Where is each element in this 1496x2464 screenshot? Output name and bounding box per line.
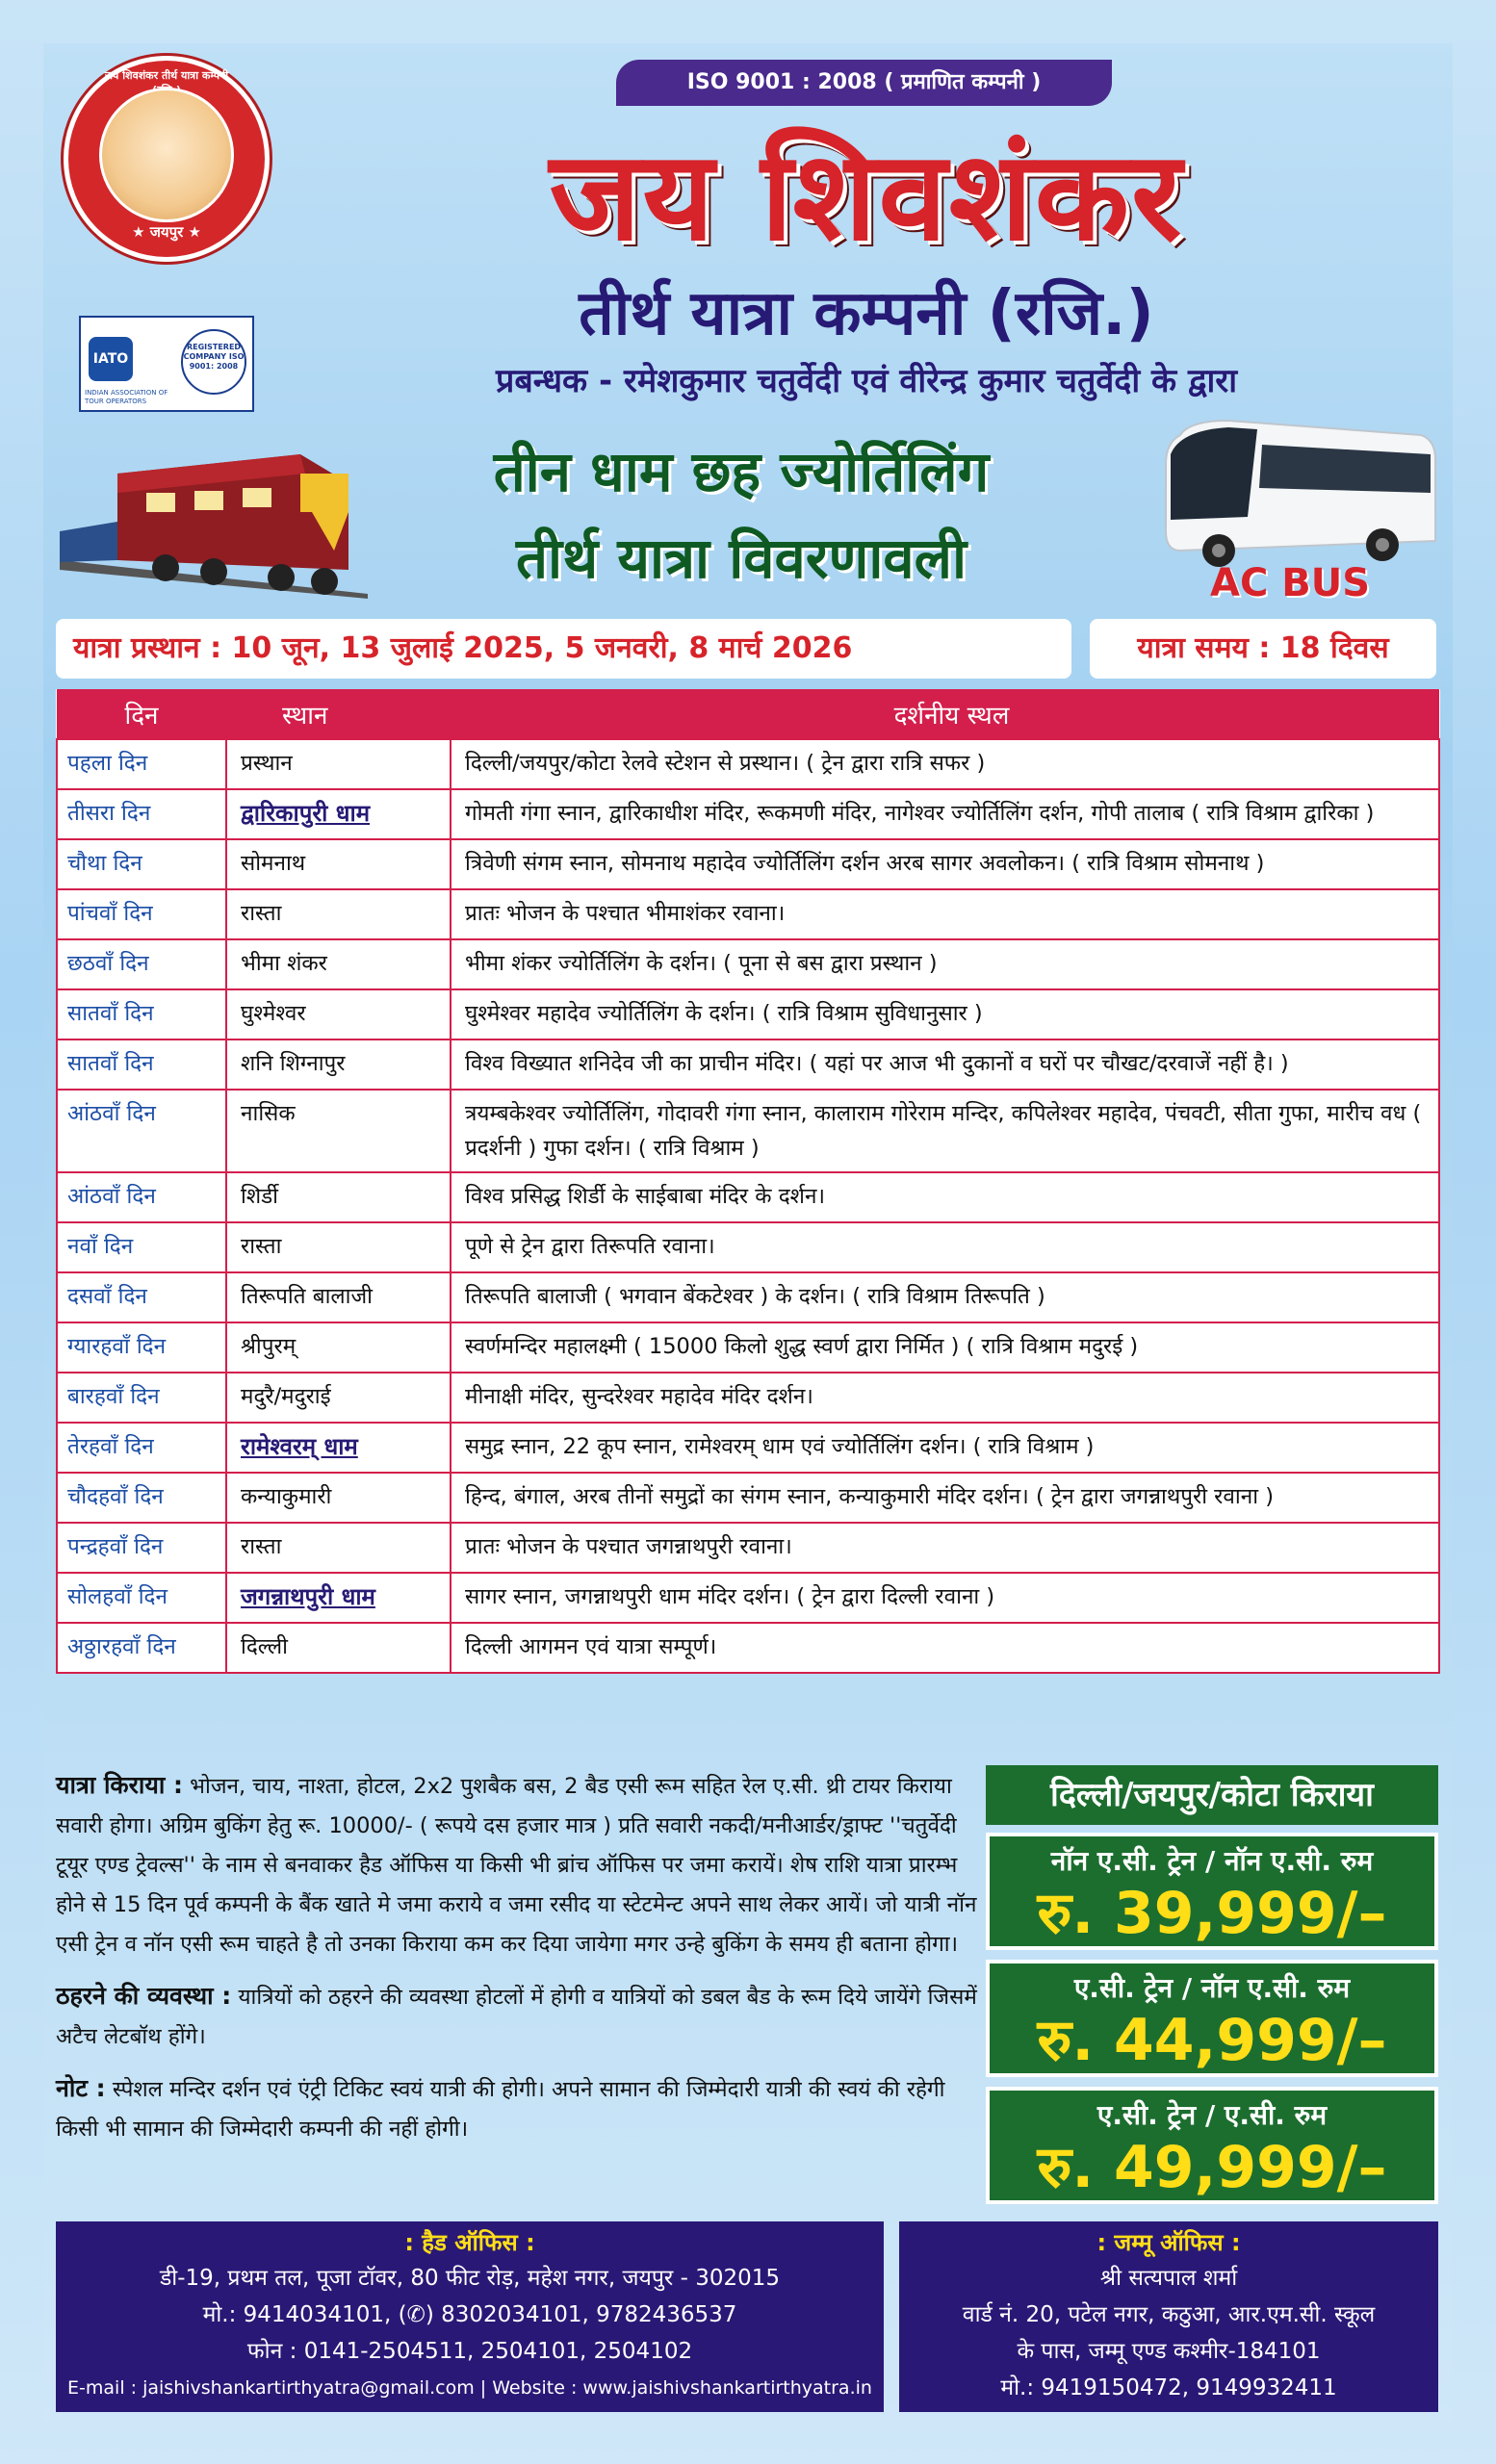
bus-icon [1151, 416, 1438, 579]
departure-dates: यात्रा प्रस्थान : 10 जून, 13 जुलाई 2025, 5 जनवरी, 8 मार्च 2026 [56, 619, 1071, 679]
head-office-web: E-mail : jaishivshankartirthyatra@gmail.com | Website : www.jaishivshankartirthyatra.in [67, 2377, 872, 2399]
table-row [57, 1322, 1439, 1373]
row-day: ग्यारहवाँ दिन [57, 1322, 226, 1373]
price-card-ac-train [986, 1960, 1438, 2077]
fare-text: भोजन, चाय, नाश्ता, होटल, 2x2 पुशबैक बस, 2 बैड एसी रूम सहित रेल ए.सी. थ्री टायर किराया सवारी होगा। अग्रिम बुकिंग हेतु रू. 10000/- ( रूपये दस हजार मात्र ) प्रति सवारी नकदी/मनीआर्डर/ड्राफ्ट ''चतुर्वेदी टूयूर एण्ड ट्रेवल्स'' के नाम से बनवाकर हैड ऑफिस या किसी भी ब्रांच ऑफिस पर जमा करायें। शेष राशि यात्रा प्रारम्भ होने से 15 दिन पूर्व कम्पनी के बैंक खाते मे जमा कराये व जमा रसीद या स्टेटमेन्ट अपने साथ लेकर आयें। जो यात्री नॉन एसी ट्रेन व नॉन एसी रूम चाहते है तो उनका किराया कम कर दिया जायेगा मगर उन्हे बुकिंग के समय ही बताना होगा। [56, 1774, 977, 1957]
note-paragraph [56, 2068, 980, 2149]
iato-label: INDIAN ASSOCIATION OF TOUR OPERATORS [85, 389, 168, 405]
terms-block [56, 1765, 980, 2161]
row-sights: विश्व विख्यात शनिदेव जी का प्राचीन मंदिर। ( यहां पर आज भी दुकानों व घरों पर चौखट/दरवाजें नहीं है। ) [451, 1040, 1439, 1090]
fare-label: यात्रा किराया : [56, 1771, 184, 1799]
itinerary-table [56, 689, 1440, 1674]
row-sights: तिरूपति बालाजी ( भगवान बेंकटेश्वर ) के दर्शन। ( रात्रि विश्राम तिरूपति ) [451, 1272, 1439, 1322]
row-place: तिरूपति बालाजी [226, 1272, 451, 1322]
row-place: नासिक [226, 1090, 451, 1172]
table-row [57, 789, 1439, 839]
table-row [57, 1573, 1439, 1623]
row-place: रास्ता [226, 889, 451, 939]
table-row [57, 1523, 1439, 1573]
ac-bus-label: AC BUS [1209, 561, 1370, 605]
row-sights: त्रयम्बकेश्वर ज्योर्तिलिंग, गोदावरी गंगा स्नान, कालाराम गोरेराम मन्दिर, कपिलेश्वर महादेव, पंचवटी, सीता गुफा, मारीच वध ( प्रदर्शनी ) गुफा दर्शन। ( रात्रि विश्राम ) [451, 1090, 1439, 1172]
row-day: चौथा दिन [57, 839, 226, 889]
jammu-office-address-1: वार्ड नं. 20, पटेल नगर, कठुआ, आर.एम.सी. स्कूल [962, 2302, 1376, 2327]
note-label: नोट : [56, 2074, 106, 2102]
row-day: बारहवाँ दिन [57, 1373, 226, 1423]
row-sights: हिन्द, बंगाल, अरब तीनों समुद्रों का संगम स्नान, कन्याकुमारी मंदिर दर्शन। ( ट्रेन द्वारा जगन्नाथपुरी रवाना ) [451, 1473, 1439, 1523]
table-row [57, 989, 1439, 1040]
head-office-mobile: मो.: 9414034101, (✆) 8302034101, 9782436537 [202, 2302, 737, 2327]
head-office-title: : हैड ऑफिस : [404, 2229, 535, 2256]
table-row [57, 1473, 1439, 1523]
row-day: आंठवाँ दिन [57, 1090, 226, 1172]
row-sights: गोमती गंगा स्नान, द्वारिकाधीश मंदिर, रूकमणी मंदिर, नागेश्वर ज्योर्तिलिंग दर्शन, गोपी तालाब ( रात्रि विश्राम द्वारिका ) [451, 789, 1439, 839]
iso-seal-icon: REGISTERED COMPANY ISO 9001: 2008 [181, 329, 246, 395]
row-sights: सागर स्नान, जगन्नाथपुरी धाम मंदिर दर्शन। ( ट्रेन द्वारा दिल्ली रवाना ) [451, 1573, 1439, 1623]
trip-duration: यात्रा समय : 18 दिवस [1090, 619, 1436, 679]
row-sights: घुश्मेश्वर महादेव ज्योर्तिलिंग के दर्शन। ( रात्रि विश्राम सुविधानुसार ) [451, 989, 1439, 1040]
row-place: कन्याकुमारी [226, 1473, 451, 1523]
row-day: सातवाँ दिन [57, 989, 226, 1040]
head-office-address: डी-19, प्रथम तल, पूजा टॉवर, 80 फीट रोड़, महेश नगर, जयपुर - 302015 [159, 2266, 781, 2291]
row-sights: पूणे से ट्रेन द्वारा तिरूपति रवाना। [451, 1222, 1439, 1272]
row-place: सोमनाथ [226, 839, 451, 889]
row-sights: स्वर्णमन्दिर महालक्ष्मी ( 15000 किलो शुद्ध स्वर्ण द्वारा निर्मित ) ( रात्रि विश्राम मदुरई ) [451, 1322, 1439, 1373]
table-row [57, 1222, 1439, 1272]
row-day: पन्द्रहवाँ दिन [57, 1523, 226, 1573]
row-place: द्वारिकापुरी धाम [226, 789, 451, 839]
train-icon [60, 416, 368, 599]
table-row [57, 1272, 1439, 1322]
row-place: घुश्मेश्वर [226, 989, 451, 1040]
stay-text: यात्रियों को ठहरने की व्यवस्था होटलों में होगी व यात्रियों को डबल बैड के रूम दिये जायेंगे जिसमें अटैच लेटबॉथ होंगे। [56, 1985, 977, 2049]
row-sights: समुद्र स्नान, 22 कूप स्नान, रामेश्वरम् धाम एवं ज्योर्तिलिंग दर्शन। ( रात्रि विश्राम ) [451, 1423, 1439, 1473]
row-sights: दिल्ली आगमन एवं यात्रा सम्पूर्ण। [451, 1623, 1439, 1673]
jammu-office-box [899, 2221, 1438, 2412]
row-place: शनि शिग्नापुर [226, 1040, 451, 1090]
row-sights: प्रातः भोजन के पश्चात भीमाशंकर रवाना। [451, 889, 1439, 939]
table-row [57, 1423, 1439, 1473]
row-place: शिर्डी [226, 1172, 451, 1222]
row-sights: प्रातः भोजन के पश्चात जगन्नाथपुरी रवाना। [451, 1523, 1439, 1573]
company-subtitle: तीर्थ यात्रा कम्पनी (रजि.) [579, 278, 1154, 349]
row-day: तेरहवाँ दिन [57, 1423, 226, 1473]
row-sights: विश्व प्रसिद्ध शिर्डी के साईबाबा मंदिर के दर्शन। [451, 1172, 1439, 1222]
stay-label: ठहरने की व्यवस्था : [56, 1982, 232, 2010]
table-row [57, 1623, 1439, 1673]
row-place: प्रस्थान [226, 739, 451, 789]
row-day: नवाँ दिन [57, 1222, 226, 1272]
stay-paragraph [56, 1976, 980, 2057]
row-place: रास्ता [226, 1222, 451, 1272]
manager-line: प्रबन्धक - रमेशकुमार चतुर्वेदी एवं वीरेन्द्र कुमार चतुर्वेदी के द्वारा [495, 362, 1238, 400]
iato-certification-box [79, 316, 254, 412]
table-row [57, 1090, 1439, 1172]
headline-1: तीन धाम छह ज्योर्तिलिंग [493, 439, 990, 504]
note-text: स्पेशल मन्दिर दर्शन एवं एंट्री टिकिट स्वयं यात्री की होगी। अपने सामान की जिम्मेदारी यात्री की स्वयं की रहेगी किसी भी सामान की जिम्मेदारी कम्पनी की नहीं होगी। [56, 2077, 945, 2142]
price-value: रु. 49,999/– [1037, 2134, 1387, 2201]
head-office-box [56, 2221, 884, 2412]
table-row [57, 939, 1439, 989]
headline-2: तीर्थ यात्रा विवरणावली [515, 526, 967, 591]
jammu-office-title: : जम्मू ऑफिस : [1096, 2229, 1241, 2256]
pricing-heading: दिल्ली/जयपुर/कोटा किराया [986, 1765, 1438, 1825]
row-day: दसवाँ दिन [57, 1272, 226, 1322]
price-value: रु. 44,999/– [1037, 2007, 1387, 2074]
price-type: नॉन ए.सी. ट्रेन / नॉन ए.सी. रुम [1050, 1845, 1374, 1877]
head-office-phone: फोन : 0141-2504511, 2504101, 2504102 [246, 2339, 693, 2364]
row-sights: भीमा शंकर ज्योर्तिलिंग के दर्शन। ( पूना से बस द्वारा प्रस्थान ) [451, 939, 1439, 989]
row-place: श्रीपुरम् [226, 1322, 451, 1373]
row-day: छठवाँ दिन [57, 939, 226, 989]
iato-logo-icon: IATO [89, 337, 133, 381]
company-logo [64, 56, 270, 262]
company-title: जय शिवशंकर [549, 125, 1184, 269]
price-card-non-ac [986, 1833, 1438, 1950]
logo-city: ★ जयपुर ★ [132, 223, 201, 241]
deity-image [99, 88, 234, 222]
row-place: रास्ता [226, 1523, 451, 1573]
table-row [57, 739, 1439, 789]
row-place: मदुरै/मदुराई [226, 1373, 451, 1423]
header-place: स्थान [226, 689, 451, 739]
row-day: अठ्ठारहवाँ दिन [57, 1623, 226, 1673]
row-day: चौदहवाँ दिन [57, 1473, 226, 1523]
row-day: सोलहवाँ दिन [57, 1573, 226, 1623]
price-value: रु. 39,999/– [1037, 1880, 1387, 1947]
jammu-office-address-2: के पास, जम्मू एण्ड कश्मीर-184101 [1017, 2339, 1321, 2364]
row-day: पहला दिन [57, 739, 226, 789]
row-place: दिल्ली [226, 1623, 451, 1673]
row-place: रामेश्वरम् धाम [226, 1423, 451, 1473]
fare-paragraph [56, 1765, 980, 1964]
header-day: दिन [57, 689, 226, 739]
table-row [57, 839, 1439, 889]
jammu-office-name: श्री सत्यपाल शर्मा [1099, 2266, 1238, 2291]
row-day: आंठवाँ दिन [57, 1172, 226, 1222]
row-day: तीसरा दिन [57, 789, 226, 839]
table-row [57, 889, 1439, 939]
row-day: पांचवाँ दिन [57, 889, 226, 939]
row-sights: मीनाक्षी मंदिर, सुन्दरेश्वर महादेव मंदिर दर्शन। [451, 1373, 1439, 1423]
table-row [57, 1373, 1439, 1423]
iso-badge: ISO 9001 : 2008 ( प्रमाणित कम्पनी ) [616, 60, 1112, 106]
row-place: भीमा शंकर [226, 939, 451, 989]
row-day: सातवाँ दिन [57, 1040, 226, 1090]
logo-ring-text: जय शिवशंकर तीर्थ यात्रा कम्पनी [104, 69, 229, 82]
row-place: जगन्नाथपुरी धाम [226, 1573, 451, 1623]
table-row [57, 1172, 1439, 1222]
price-type: ए.सी. ट्रेन / ए.सी. रुम [1096, 2099, 1328, 2131]
row-sights: दिल्ली/जयपुर/कोटा रेलवे स्टेशन से प्रस्थान। ( ट्रेन द्वारा रात्रि सफर ) [451, 739, 1439, 789]
price-type: ए.सी. ट्रेन / नॉन ए.सी. रुम [1073, 1972, 1351, 2004]
price-card-ac-room [986, 2087, 1438, 2204]
table-row [57, 1040, 1439, 1090]
row-sights: त्रिवेणी संगम स्नान, सोमनाथ महादेव ज्योर्तिलिंग दर्शन अरब सागर अवलोकन। ( रात्रि विश्राम सोमनाथ ) [451, 839, 1439, 889]
jammu-office-mobile: मो.: 9419150472, 9149932411 [1000, 2375, 1337, 2400]
header-sights: दर्शनीय स्थल [451, 689, 1439, 739]
